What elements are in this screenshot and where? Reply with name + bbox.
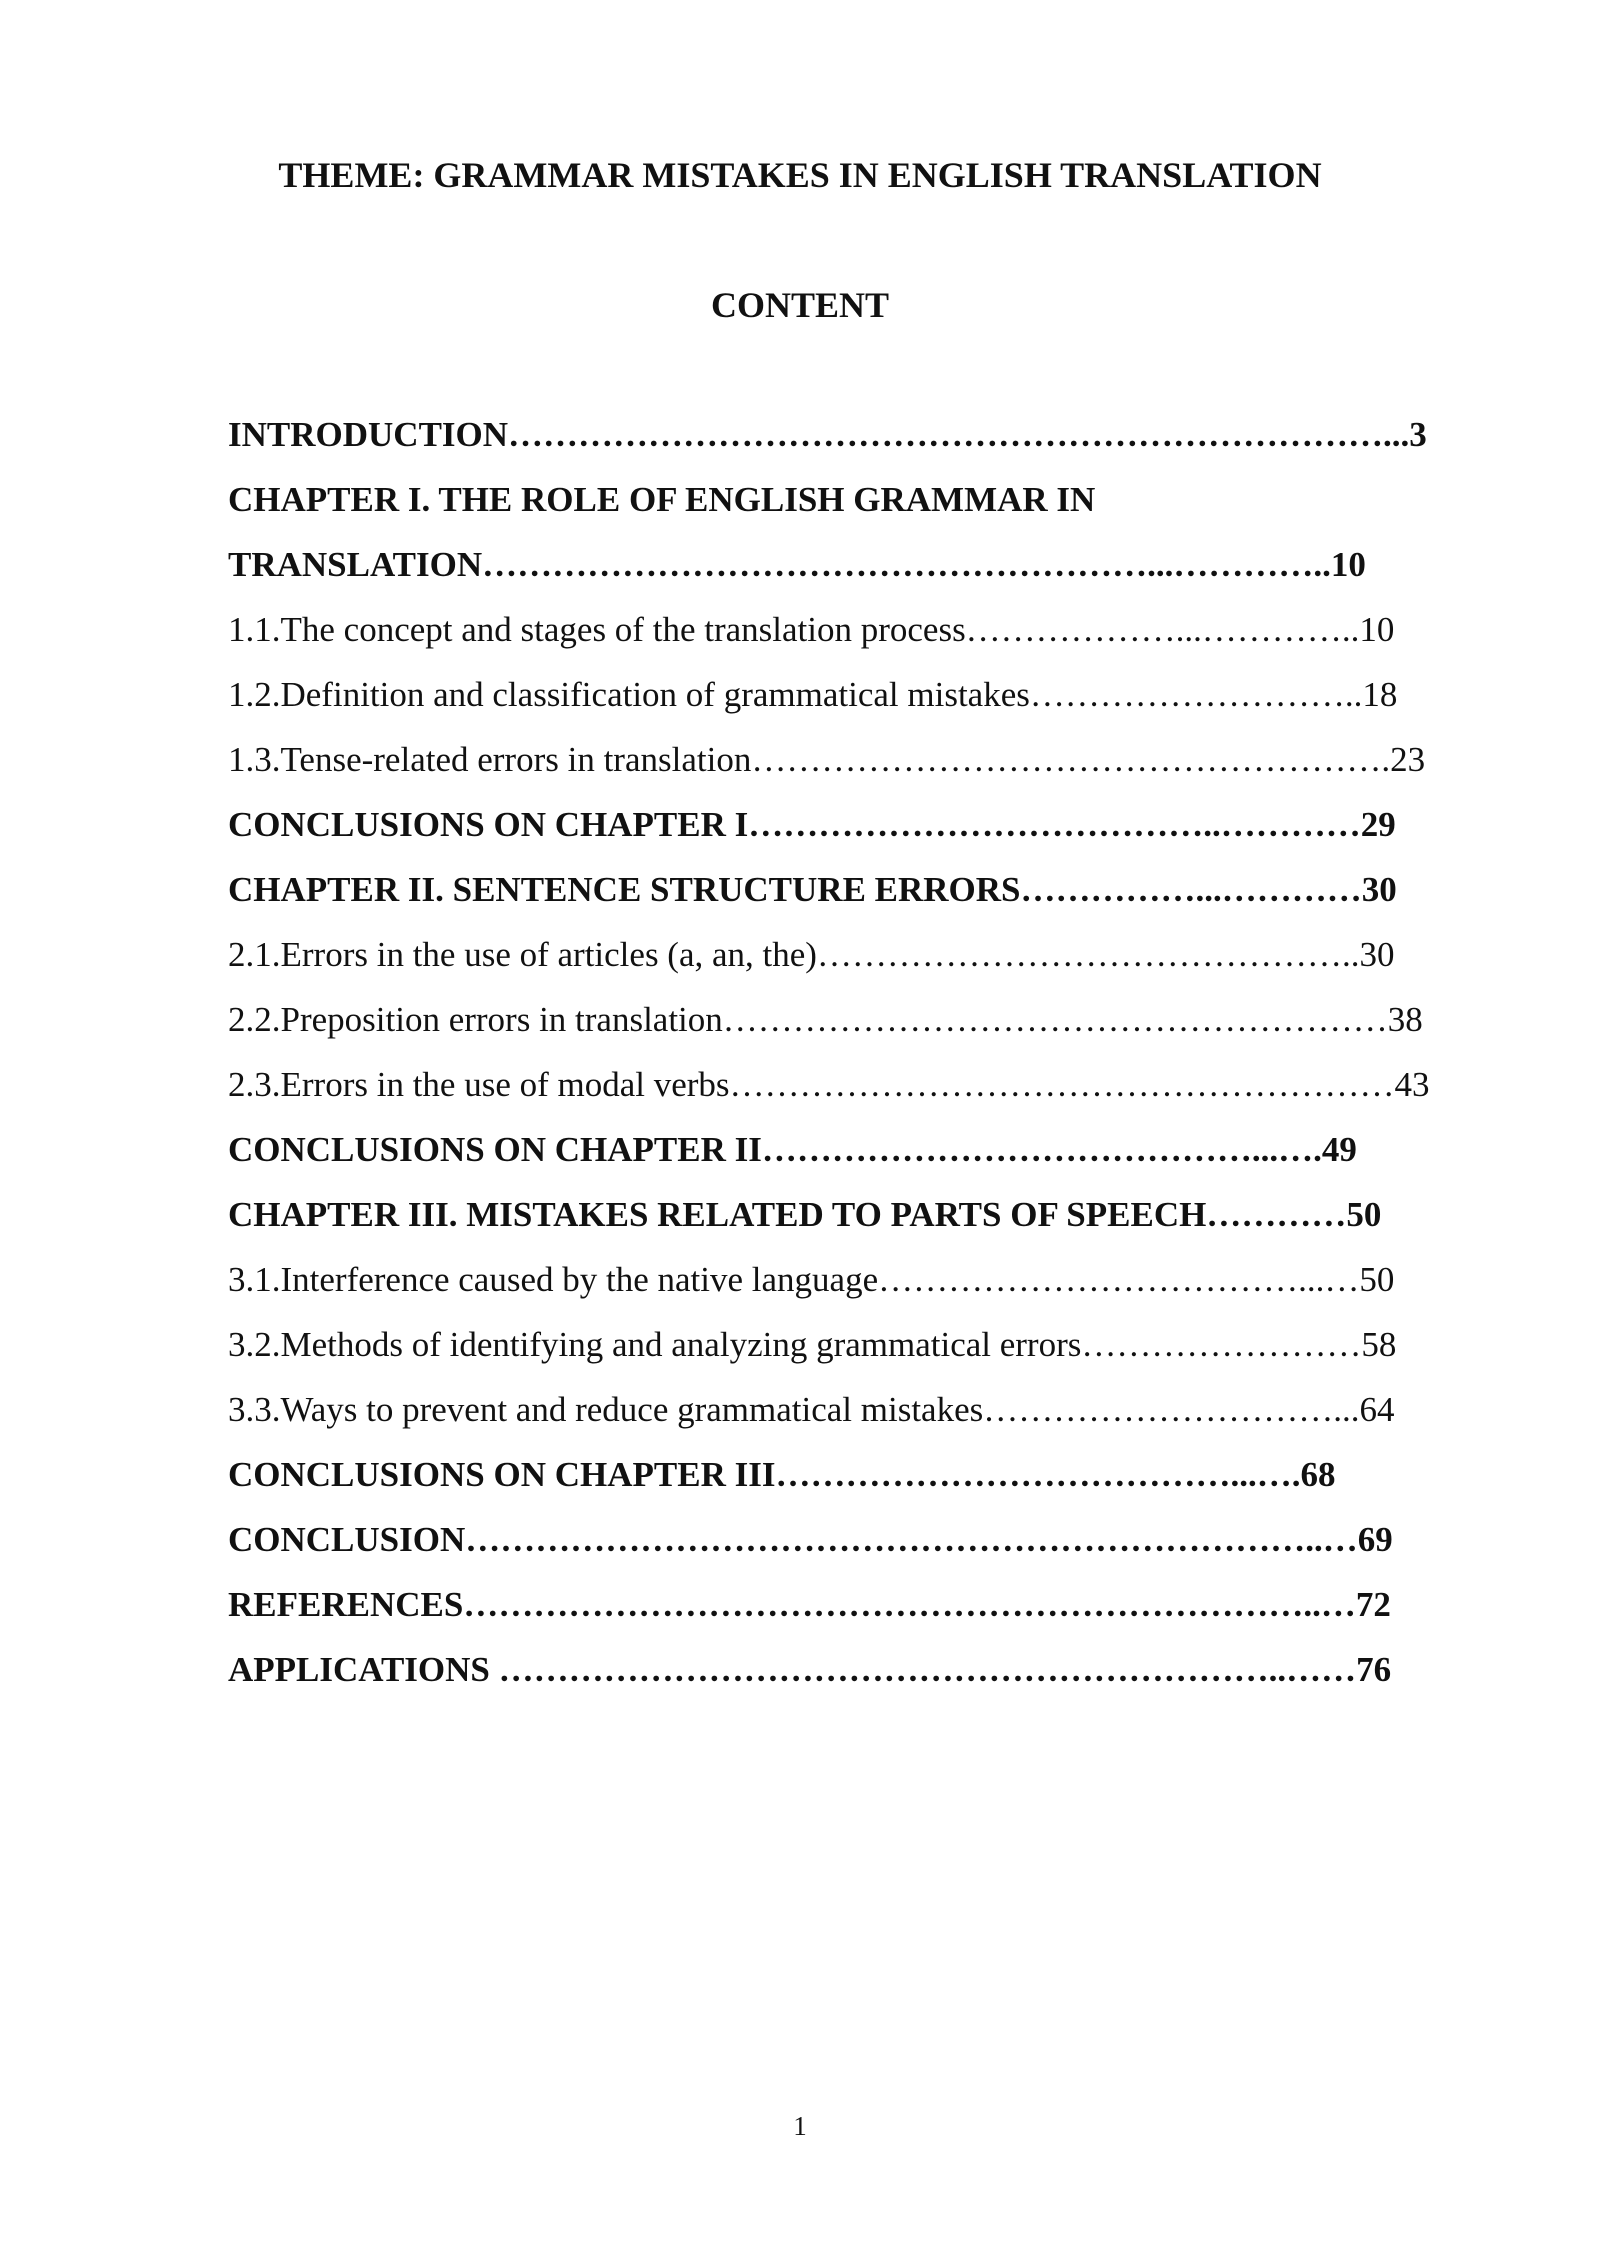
toc-entry: 2.3.Errors in the use of modal verbs…………………………………………………43 — [228, 1065, 1430, 1104]
toc-entry: 1.2.Definition and classification of grammatical mistakes………………………..18 — [228, 675, 1398, 714]
toc-entry: INTRODUCTION…………………………………………………………………...3 — [228, 415, 1427, 454]
toc-entry: 3.3.Ways to prevent and reduce grammatical mistakes…………………………...64 — [228, 1390, 1395, 1429]
document-theme: THEME: GRAMMAR MISTAKES IN ENGLISH TRANSLATION — [278, 155, 1322, 195]
toc-entry: CHAPTER III. MISTAKES RELATED TO PARTS OF SPEECH…………50 — [228, 1195, 1382, 1234]
page-number: 1 — [793, 2111, 807, 2141]
toc-entry: 1.1.The concept and stages of the translation process………………...…………..10 — [228, 610, 1395, 649]
table-of-contents — [228, 410, 1528, 1710]
toc-entry: 3.1.Interference caused by the native language………………………………...…50 — [228, 1260, 1395, 1299]
toc-entry: CONCLUSIONS ON CHAPTER III…………………………………...….68 — [228, 1455, 1336, 1494]
toc-entry: CHAPTER II. SENTENCE STRUCTURE ERRORS……………...…………30 — [228, 870, 1397, 909]
toc-entry: REFERENCES………………………………………………………………..…72 — [228, 1585, 1391, 1624]
toc-entry: CONCLUSIONS ON CHAPTER I…………………………………..…………29 — [228, 805, 1396, 844]
toc-entry: 1.3.Tense-related errors in translation……………………………………………….23 — [228, 740, 1426, 779]
toc-entry: 2.1.Errors in the use of articles (a, an, the)………………………………………..30 — [228, 935, 1395, 974]
toc-entry: TRANSLATION…………………………………………………...…………..10 — [228, 545, 1366, 584]
toc-entry: CONCLUSION………………………………………………………………..…69 — [228, 1520, 1393, 1559]
toc-entry: 2.2.Preposition errors in translation…………………………………………………38 — [228, 1000, 1423, 1039]
toc-entry: APPLICATIONS …………………………………………………………..……76 — [228, 1650, 1392, 1689]
toc-entry: CONCLUSIONS ON CHAPTER II……………………………………...….49 — [228, 1130, 1357, 1169]
toc-entry: 3.2.Methods of identifying and analyzing grammatical errors……………………58 — [228, 1325, 1397, 1364]
toc-entry: CHAPTER I. THE ROLE OF ENGLISH GRAMMAR IN — [228, 480, 1096, 519]
content-heading: CONTENT — [710, 285, 890, 325]
